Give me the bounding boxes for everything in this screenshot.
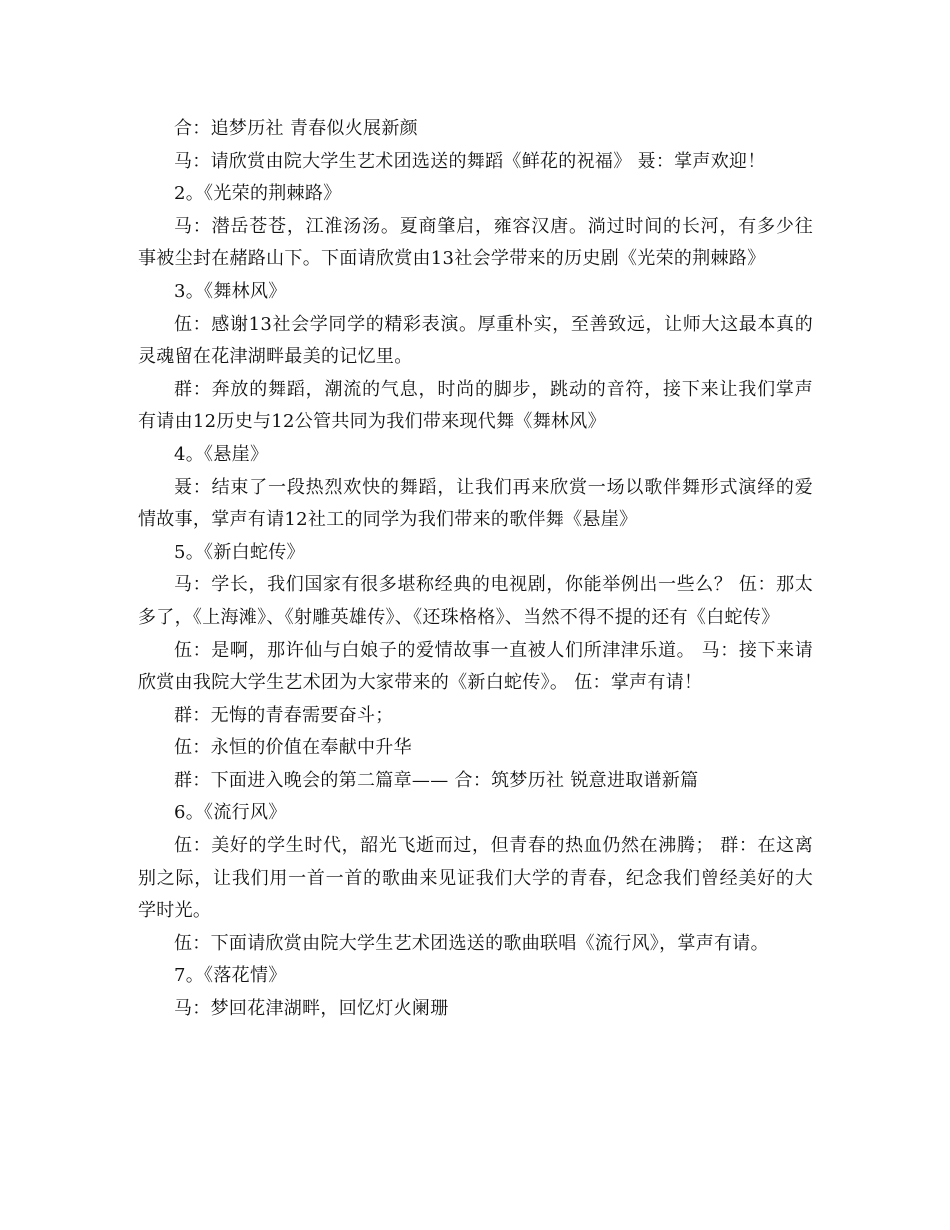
paragraph-song-dance: 聂：结束了一段热烈欢快的舞蹈，让我们再来欣赏一场以歌伴舞形式演绎的爱情故事，掌声有请12社工的同学为我们带来的歌伴舞《悬崖》 bbox=[138, 476, 813, 531]
program-item-6: 6。《流行风》 bbox=[174, 802, 287, 824]
paragraph-white-snake: 伍：是啊，那许仙与白娘子的爱情故事一直被人们所津津乐道。 马：接下来请欣赏由我院大学生艺术团为大家带来的《新白蛇传》。 伍：掌声有请！ bbox=[138, 639, 813, 694]
program-item-3: 3。《舞林风》 bbox=[174, 280, 287, 302]
paragraph-value: 伍：永恒的价值在奉献中升华 bbox=[174, 737, 412, 759]
document-body bbox=[138, 113, 813, 1026]
paragraph-modern-dance: 群：奔放的舞蹈，潮流的气息，时尚的脚步，跳动的音符，接下来让我们掌声有请由12历史与12公管共同为我们带来现代舞《舞林风》 bbox=[138, 378, 813, 433]
program-item-5: 5。《新白蛇传》 bbox=[174, 541, 305, 563]
paragraph-closing-line: 合：追梦历社 青春似火展新颜 bbox=[174, 118, 418, 139]
program-item-4: 4。《悬崖》 bbox=[174, 443, 269, 465]
paragraph-student-days: 伍：美好的学生时代，韶光飞逝而过，但青春的热血仍然在沸腾； 群：在这离别之际，让我们用一首一首的歌曲来见证我们大学的青春，纪念我们曾经美好的大学时光。 bbox=[138, 835, 813, 922]
paragraph-lake-memory: 马：梦回花津湖畔，回忆灯火阑珊 bbox=[174, 998, 449, 1020]
program-item-2: 2。《光荣的荆棘路》 bbox=[174, 183, 342, 205]
paragraph-history-drama: 马：潜岳苍苍，江淮汤汤。夏商肇启，雍容汉唐。淌过时间的长河，有多少往事被尘封在赭路山下。下面请欣赏由13社会学带来的历史剧《光荣的荆棘路》 bbox=[138, 215, 813, 270]
paragraph-medley: 伍：下面请欣赏由院大学生艺术团选送的歌曲联唱《流行风》，掌声有请。 bbox=[174, 932, 769, 954]
paragraph-tv-dialogue: 马：学长，我们国家有很多堪称经典的电视剧，你能举例出一些么？ 伍：那太多了，《上海滩》、《射雕英雄传》、《还珠格格》、当然不得不提的还有《白蛇传》 bbox=[138, 574, 813, 628]
paragraph-thanks: 伍：感谢13社会学同学的精彩表演。厚重朴实，至善致远，让师大这最本真的灵魂留在花津湖畔最美的记忆里。 bbox=[138, 313, 813, 368]
paragraph-intro-dance: 马：请欣赏由院大学生艺术团选送的舞蹈《鲜花的祝福》 聂：掌声欢迎！ bbox=[174, 150, 766, 172]
paragraph-youth: 群：无悔的青春需要奋斗； bbox=[174, 704, 394, 726]
paragraph-second-chapter: 群：下面进入晚会的第二篇章—— 合：筑梦历社 锐意进取谱新篇 bbox=[174, 769, 699, 791]
program-item-7: 7。《落花情》 bbox=[174, 965, 287, 987]
